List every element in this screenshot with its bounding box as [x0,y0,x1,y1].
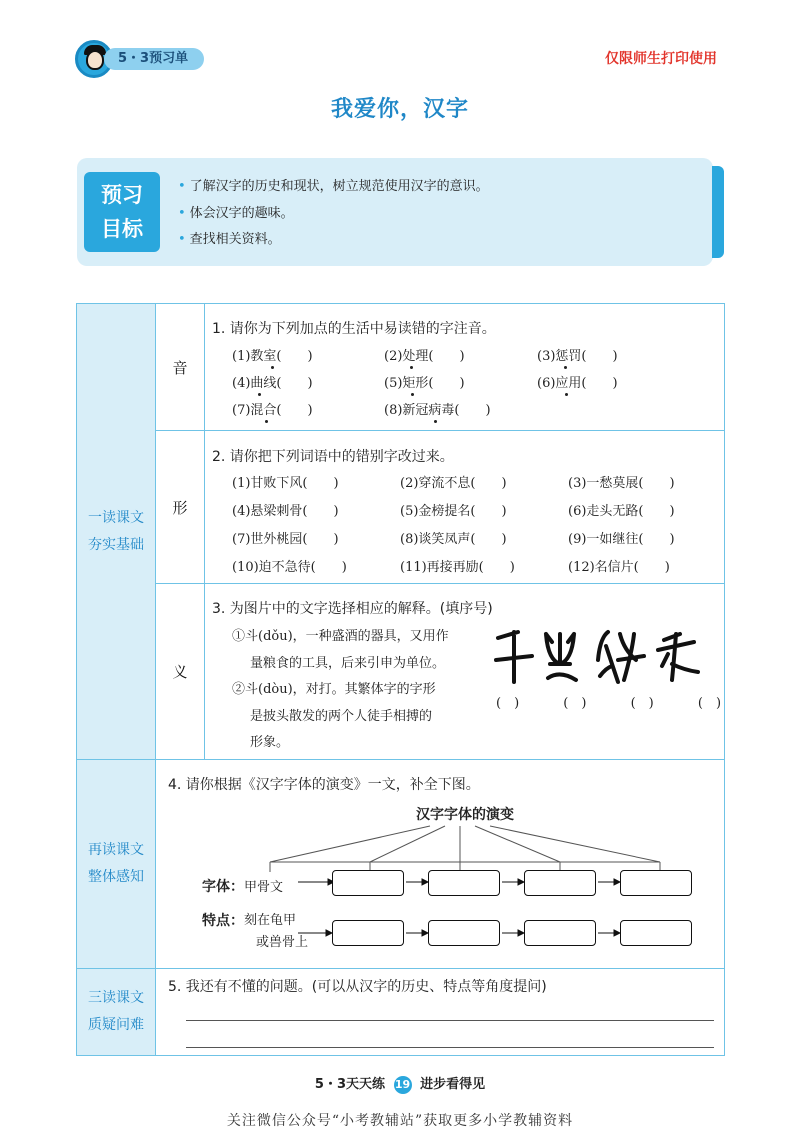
emphasis-dot [564,366,567,369]
feature-blank-box[interactable] [620,920,692,946]
feature-blank-box[interactable] [332,920,404,946]
explanation-line: ①斗(dǒu)，一种盛酒的器具，又用作 [232,629,449,644]
footer-series: 5・3天天练 [314,1077,385,1092]
divider [77,759,724,760]
category-shape: 形 [172,499,188,517]
objectives-accent-strip [712,166,724,258]
objective-item: • 查找相关资料。 [178,232,281,247]
emphasis-dot [271,366,274,369]
objectives-label: 预习 目标 [84,172,160,252]
objective-item: • 体会汉字的趣味。 [178,205,294,221]
q2-item: (6)走头无路( ) [568,504,675,519]
glyph-answer-blanks: ( ) ( ) ( ) ( ) [496,696,722,711]
print-restriction-note: 仅限师生打印使用 [605,51,717,67]
question-1-prompt: 1. 请你为下列加点的生活中易读错的字注音。 [212,321,496,337]
divider [155,430,724,431]
footer-slogan: 进步看得见 [420,1077,486,1092]
q2-item: (5)金榜提名( ) [400,504,507,519]
question-2-prompt: 2. 请你把下列词语中的错别字改过来。 [212,449,454,465]
objectives-list [178,174,489,254]
answer-line[interactable] [186,1047,714,1048]
glyph-2-icon [546,634,576,680]
q2-item: (1)甘败下风( ) [232,476,339,491]
feature-blank-box[interactable] [524,920,596,946]
q2-item: (9)一如继往( ) [568,532,675,547]
q2-item: (2)穿流不息( ) [400,476,507,491]
script-blank-box[interactable] [524,870,596,896]
explanation-line: 量粮食的工具，后来引申为单位。 [250,655,446,671]
category-sound: 音 [172,359,188,377]
emphasis-dot [265,420,268,423]
q2-item: (7)世外桃园( ) [232,532,339,547]
script-blank-box[interactable] [332,870,404,896]
section-1-label: 一读课文 夯实基础 [88,510,144,553]
diagram-row2-label: 特点： [202,913,244,929]
mascot-face-icon [86,50,104,70]
script-blank-box[interactable] [428,870,500,896]
divider [77,968,724,969]
row1-start: 甲骨文 [244,880,284,895]
page-number: 19 [394,1076,412,1094]
q2-item: (8)谈笑凤声( ) [400,532,507,547]
row1-label: 字体： [202,879,244,895]
divider [204,304,205,759]
feature-blank-box[interactable] [428,920,500,946]
ancient-script-glyphs [488,620,708,690]
q1-item: (3)惩罚( ) [537,349,618,364]
q2-item: (11)再接再励( ) [400,560,515,575]
emphasis-dot [410,366,413,369]
glyph-4-icon [658,634,698,680]
question-3-explanations [232,624,449,757]
wechat-watermark: 关注微信公众号“小考教辅站”获取更多小学教辅资料 [226,1113,574,1129]
diagram-row1 [202,876,283,896]
emphasis-dot [411,393,414,396]
answer-line[interactable] [186,1020,714,1021]
divider [155,583,724,584]
q1-item: (2)处理( ) [384,349,465,364]
q1-item: (5)矩形( ) [384,376,465,391]
objective-item: • 了解汉字的历史和现状，树立规范使用汉字的意识。 [178,179,489,194]
emphasis-dot [258,393,261,396]
q1-item: (4)曲线( ) [232,376,313,391]
q1-item: (6)应用( ) [537,376,618,391]
explanation-line: 形象。 [250,735,290,750]
q2-item: (3)一愁莫展( ) [568,476,675,491]
q1-item: (8)新冠病毒( ) [384,403,491,418]
emphasis-dot [434,420,437,423]
page-title: 我爱你，汉字 [330,97,469,122]
series-badge: 5・3预习单 [104,48,204,70]
q1-item: (7)混合( ) [232,403,313,418]
script-blank-box[interactable] [620,870,692,896]
question-4-prompt: 4. 请你根据《汉字字体的演变》一文，补全下图。 [168,777,480,793]
section-3-label: 三读课文 质疑问难 [88,990,144,1033]
explanation-line: ②斗(dòu)，对打。其繁体字的字形 [232,682,436,697]
category-meaning: 义 [172,663,188,681]
q2-item: (4)悬梁刺骨( ) [232,504,339,519]
section-2-label: 再读课文 整体感知 [88,842,144,885]
emphasis-dot [565,393,568,396]
page-footer [0,1073,800,1094]
glyph-1-icon [496,632,532,682]
q2-item: (10)迫不急待( ) [232,560,347,575]
row2-start: 刻在龟甲 或兽骨上 [244,913,309,950]
q1-item: (1)教室( ) [232,349,313,364]
q2-item: (12)名信片( ) [568,560,670,575]
glyph-3-icon [598,632,644,682]
explanation-line: 是披头散发的两个人徒手相搏的 [250,708,433,724]
question-5-prompt: 5. 我还有不懂的问题。(可以从汉字的历史、特点等角度提问) [168,979,547,995]
diagram-title: 汉字字体的演变 [416,807,514,823]
question-3-prompt: 3. 为图片中的文字选择相应的解释。(填序号) [212,601,493,617]
